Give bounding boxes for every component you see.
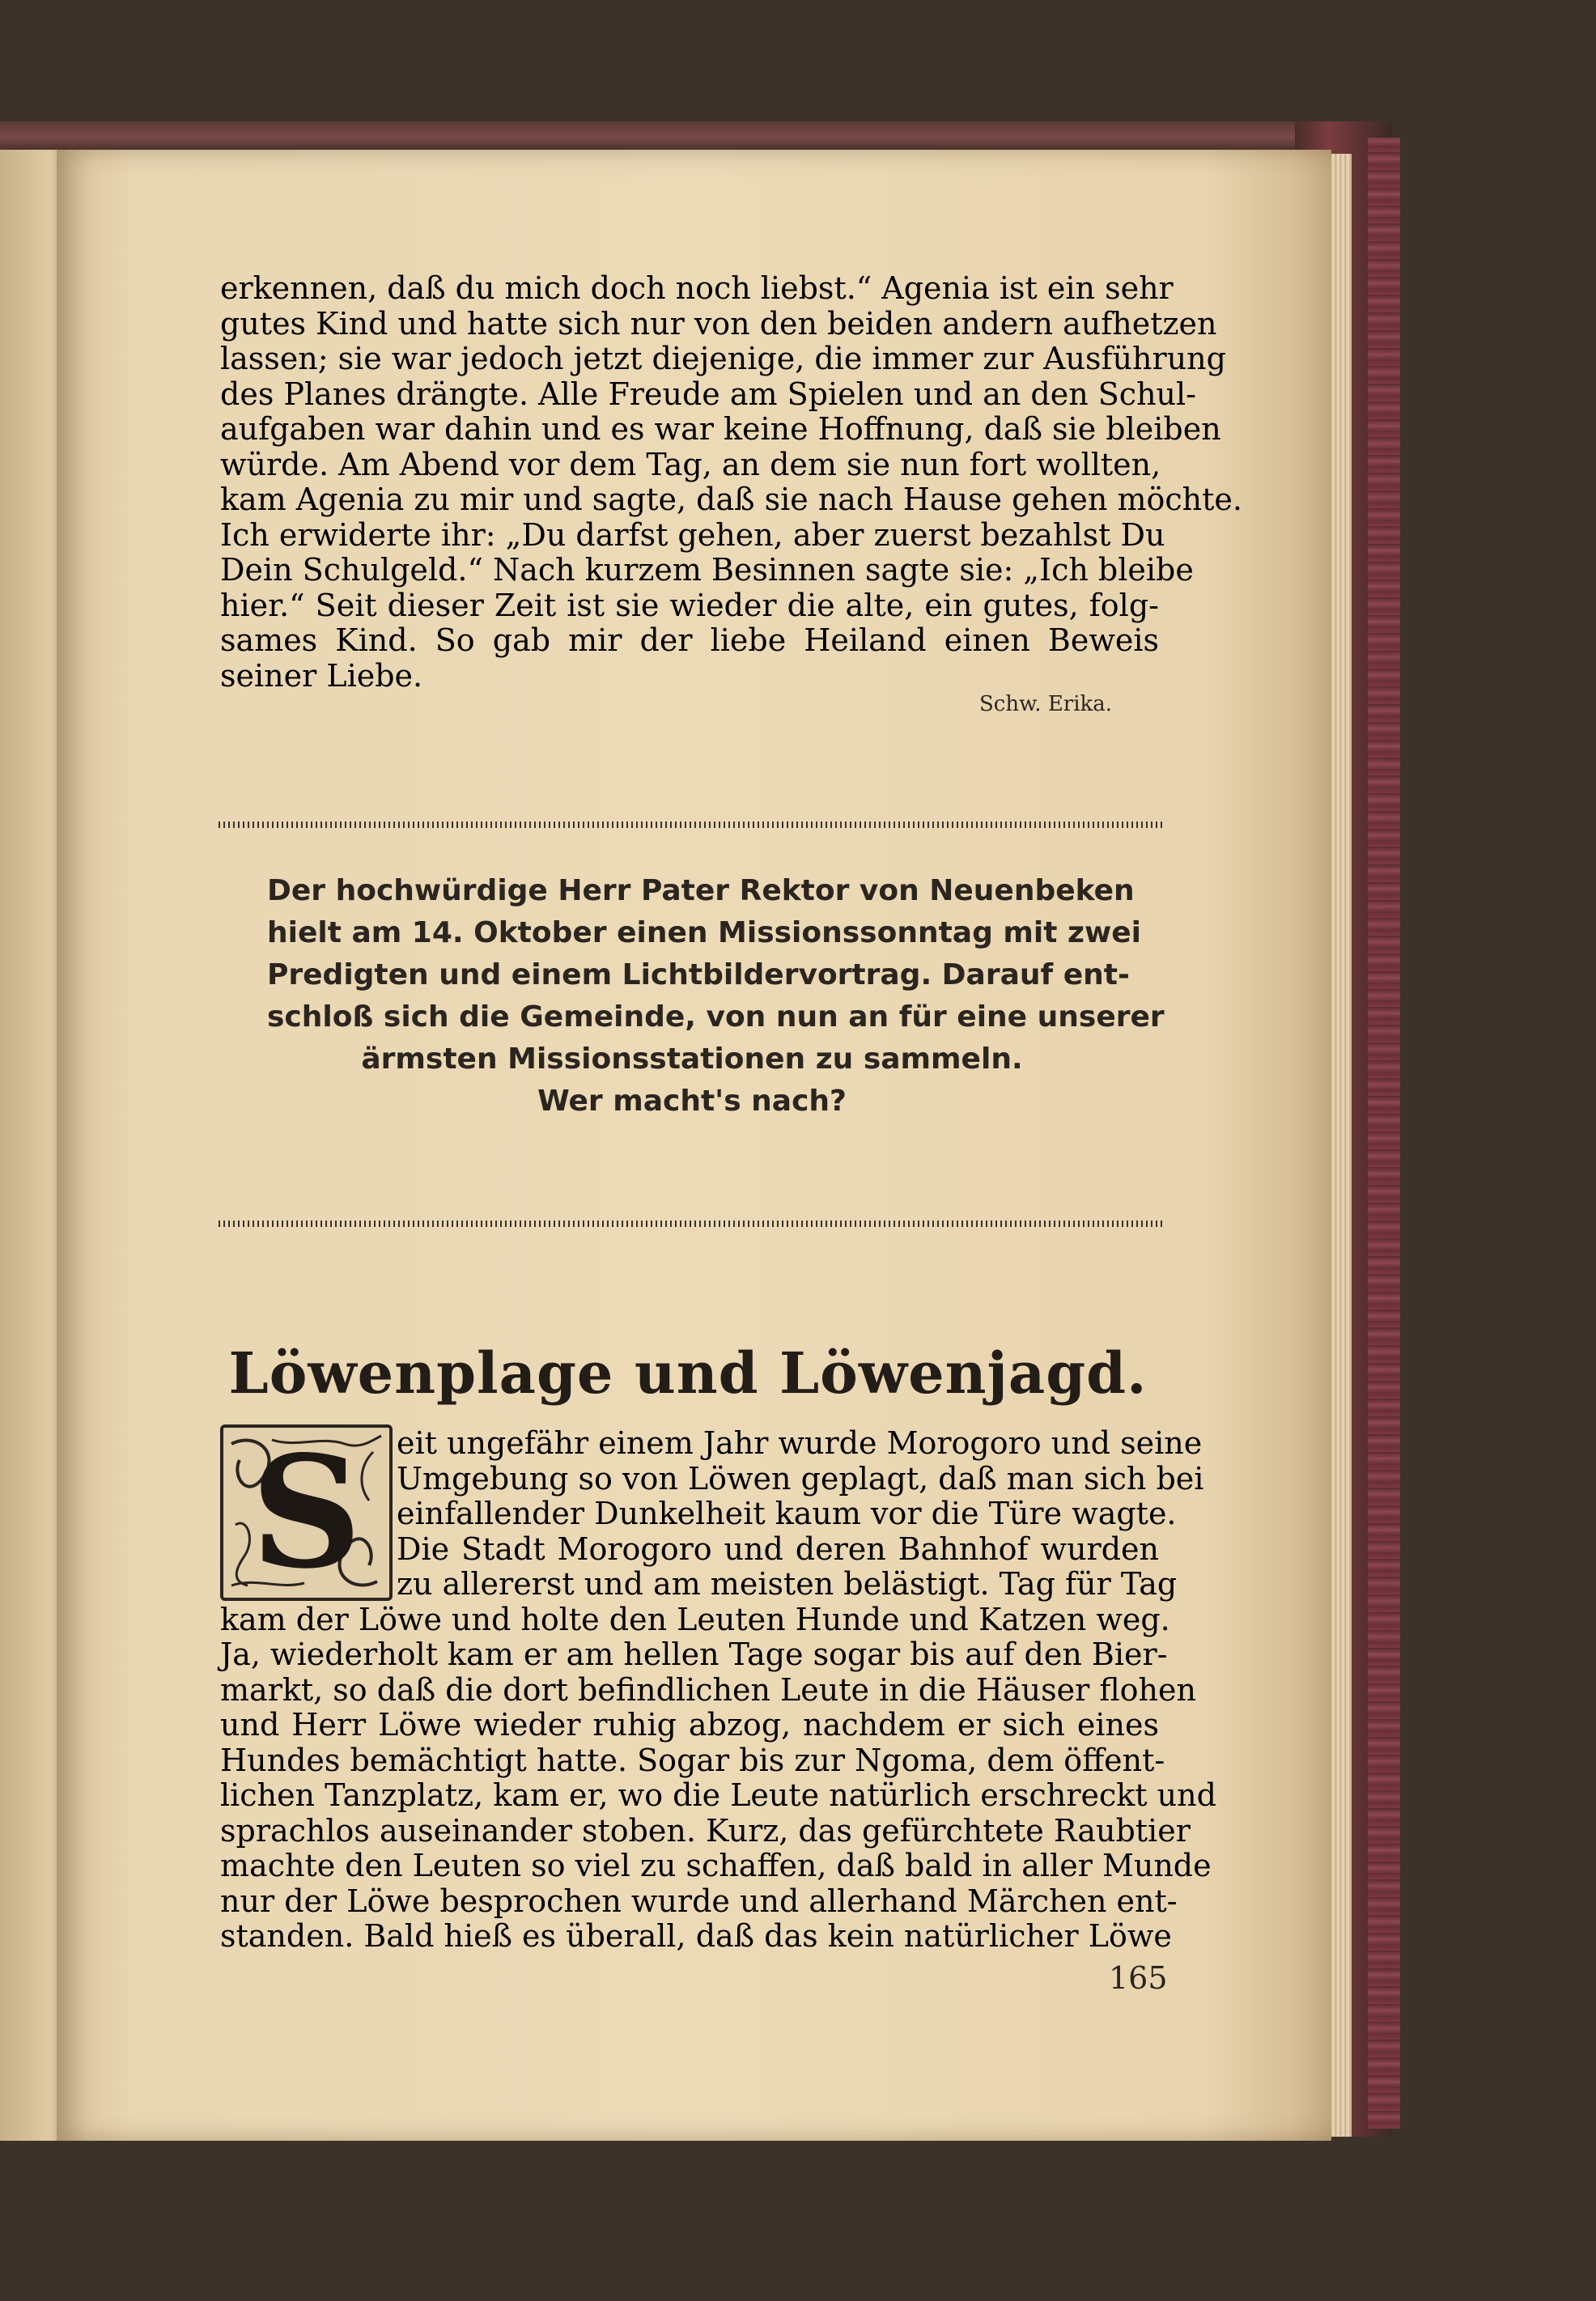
text-line: Ich erwiderte ihr: „Du darfst gehen, aber zuerst bezahlst Du xyxy=(220,516,1165,553)
text-line: Dein Schulgeld.“ Nach kurzem Besinnen sagte sie: „Ich bleibe xyxy=(220,552,1194,588)
notice-line: Predigten und einem Lichtbildervortrag. Darauf ent- xyxy=(267,958,1130,991)
text-line: Umgebung so von Löwen geplagt, daß man sich bei xyxy=(397,1460,1204,1496)
signature: Schw. Erika. xyxy=(979,692,1113,716)
notice-line: hielt am 14. Oktober einen Missionssonntag mit zwei xyxy=(267,916,1141,949)
dropcap-letter: S xyxy=(250,1422,363,1603)
text-line: Ja, wiederholt kam er am hellen Tage sogar bis auf den Bier- xyxy=(220,1637,1168,1672)
text-line: machte den Leuten so viel zu schaffen, daß bald in aller Munde xyxy=(220,1848,1212,1883)
text-line: hier.“ Seit dieser Zeit ist sie wieder die alte, ein gutes, folg- xyxy=(220,587,1159,623)
text-line: zu allererst und am meisten belästigt. Tag für Tag xyxy=(397,1566,1178,1602)
page-number: 165 xyxy=(1109,1960,1168,1996)
text-line: lichen Tanzplatz, kam er, wo die Leute natürlich erschreckt und xyxy=(220,1777,1216,1813)
dotted-divider-bottom xyxy=(219,1221,1165,1227)
notice-block xyxy=(267,870,1165,1123)
text-line: kam Agenia zu mir und sagte, daß sie nach Hause gehen möchte. xyxy=(220,482,1242,517)
book-cover-edge xyxy=(0,121,1376,154)
text-line: sames Kind. So gab mir der liebe Heiland einen Beweis xyxy=(220,622,1159,658)
text-line: erkennen, daß du mich doch noch liebst.“ Agenia ist ein sehr xyxy=(220,270,1174,306)
text-line: einfallender Dunkelheit kaum vor die Türe wagte. xyxy=(397,1496,1177,1531)
text-line: markt, so daß die dort befindlichen Leute in die Häuser flohen xyxy=(220,1671,1196,1708)
text-line: lassen; sie war jedoch jetzt diejenige, die immer zur Ausführung xyxy=(220,341,1226,376)
text-line: standen. Bald hieß es überall, daß das kein natürlicher Löwe xyxy=(220,1918,1172,1954)
notice-line: schloß sich die Gemeinde, von nun an für eine unserer xyxy=(267,1000,1165,1034)
text-line: sprachlos auseinander stoben. Kurz, das gefürchtete Raubtier xyxy=(220,1812,1191,1849)
dotted-divider-top xyxy=(219,821,1165,828)
text-line: und Herr Löwe wieder ruhig abzog, nachdem er sich eines xyxy=(220,1707,1159,1743)
text-line: würde. Am Abend vor dem Tag, an dem sie nun fort wollten, xyxy=(220,446,1161,482)
text-line: eit ungefähr einem Jahr wurde Morogoro und seine xyxy=(397,1425,1203,1461)
article-title: Löwenplage und Löwenjagd. xyxy=(228,1339,1148,1407)
text-line: Hundes bemächtigt hatte. Sogar bis zur Ngoma, dem öffent- xyxy=(220,1742,1165,1778)
book-cover-marbled-edge xyxy=(1368,138,1400,2129)
text-line: nur der Löwe besprochen wurde und allerhand Märchen ent- xyxy=(220,1883,1178,1919)
notice-line: Der hochwürdige Herr Pater Rektor von Neuenbeken xyxy=(267,874,1135,907)
notice-line: ärmsten Missionsstationen zu sammeln. xyxy=(361,1042,1023,1076)
text-line: gutes Kind und hatte sich nur von den beiden andern aufhetzen xyxy=(220,305,1217,342)
text-line: des Planes drängte. Alle Freude am Spielen und an den Schul- xyxy=(220,376,1197,412)
article-paragraph xyxy=(220,1422,1216,1955)
top-paragraph xyxy=(220,270,1242,694)
text-line: Die Stadt Morogoro und deren Bahnhof wurden xyxy=(397,1530,1159,1567)
text-line: aufgaben war dahin und es war keine Hoffnung, daß sie bleiben xyxy=(220,411,1221,447)
text-line: seiner Liebe. xyxy=(220,657,423,694)
notice-line: Wer macht's nach? xyxy=(537,1085,847,1118)
text-line: kam der Löwe und holte den Leuten Hunde und Katzen weg. xyxy=(220,1601,1170,1637)
